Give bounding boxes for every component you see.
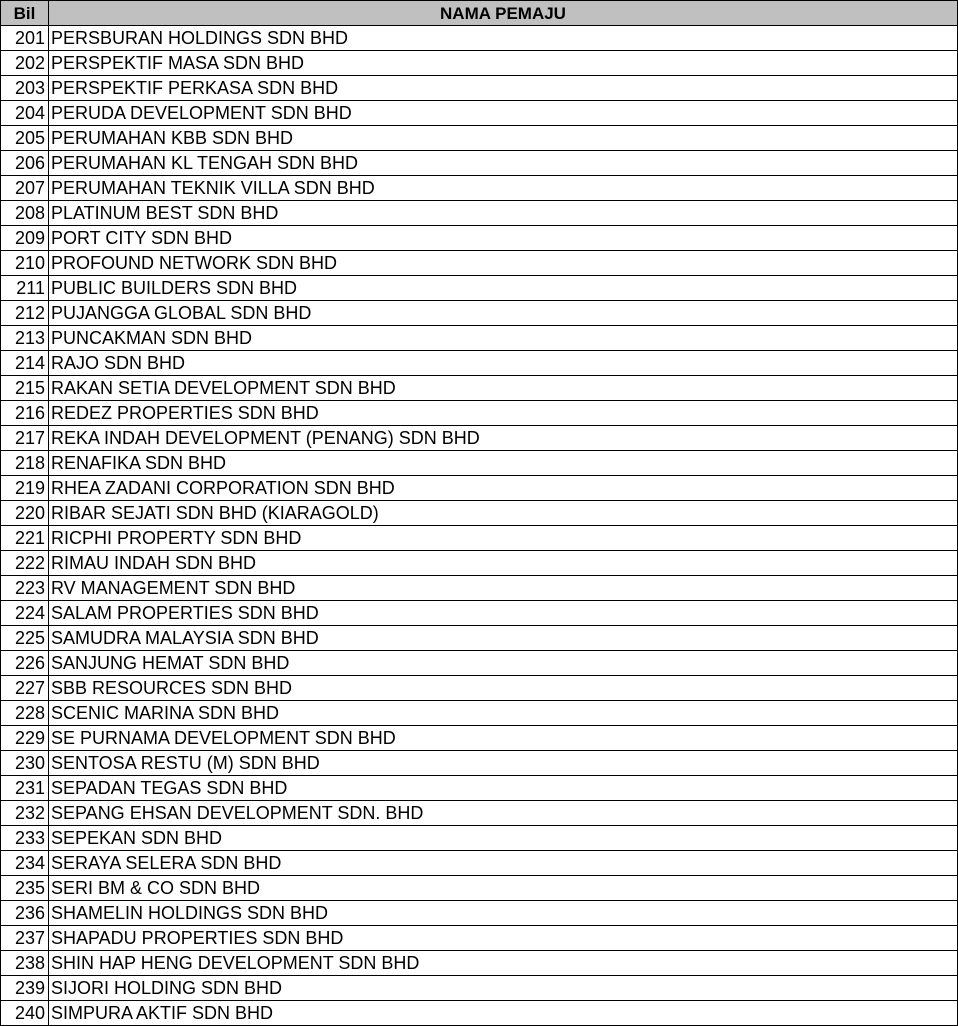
- row-number: 225: [1, 626, 49, 651]
- developer-name: SANJUNG HEMAT SDN BHD: [49, 651, 958, 676]
- developer-name: SBB RESOURCES SDN BHD: [49, 676, 958, 701]
- table-body: [1, 26, 958, 1026]
- table-row: [1, 126, 958, 151]
- developer-name: RENAFIKA SDN BHD: [49, 451, 958, 476]
- developer-name: SALAM PROPERTIES SDN BHD: [49, 601, 958, 626]
- table-row: [1, 576, 958, 601]
- table-row: [1, 751, 958, 776]
- table-row: [1, 876, 958, 901]
- table-row: [1, 376, 958, 401]
- table-row: [1, 251, 958, 276]
- row-number: 219: [1, 476, 49, 501]
- developer-name: REKA INDAH DEVELOPMENT (PENANG) SDN BHD: [49, 426, 958, 451]
- row-number: 213: [1, 326, 49, 351]
- table-row: [1, 101, 958, 126]
- row-number: 224: [1, 601, 49, 626]
- row-number: 235: [1, 876, 49, 901]
- table-row: [1, 501, 958, 526]
- developer-name: RAJO SDN BHD: [49, 351, 958, 376]
- table-row: [1, 651, 958, 676]
- table-row: [1, 926, 958, 951]
- developer-name: RICPHI PROPERTY SDN BHD: [49, 526, 958, 551]
- row-number: 206: [1, 151, 49, 176]
- table-row: [1, 476, 958, 501]
- row-number: 205: [1, 126, 49, 151]
- developer-name: REDEZ PROPERTIES SDN BHD: [49, 401, 958, 426]
- table-row: [1, 776, 958, 801]
- developer-name: PLATINUM BEST SDN BHD: [49, 201, 958, 226]
- table-row: [1, 701, 958, 726]
- row-number: 208: [1, 201, 49, 226]
- row-number: 229: [1, 726, 49, 751]
- table-row: [1, 726, 958, 751]
- row-number: 240: [1, 1001, 49, 1026]
- table-row: [1, 526, 958, 551]
- developer-name: SE PURNAMA DEVELOPMENT SDN BHD: [49, 726, 958, 751]
- table-row: [1, 851, 958, 876]
- table-row: [1, 151, 958, 176]
- row-number: 230: [1, 751, 49, 776]
- developer-name: RHEA ZADANI CORPORATION SDN BHD: [49, 476, 958, 501]
- column-header-bil: Bil: [1, 1, 49, 26]
- table-row: [1, 76, 958, 101]
- table-row: [1, 26, 958, 51]
- developer-name: RIBAR SEJATI SDN BHD (KIARAGOLD): [49, 501, 958, 526]
- developer-name: SAMUDRA MALAYSIA SDN BHD: [49, 626, 958, 651]
- row-number: 232: [1, 801, 49, 826]
- row-number: 217: [1, 426, 49, 451]
- table-row: [1, 301, 958, 326]
- developer-name: SCENIC MARINA SDN BHD: [49, 701, 958, 726]
- developer-name: SIMPURA AKTIF SDN BHD: [49, 1001, 958, 1026]
- developer-name: PERUDA DEVELOPMENT SDN BHD: [49, 101, 958, 126]
- developer-name: PERSPEKTIF MASA SDN BHD: [49, 51, 958, 76]
- developer-name: SHAPADU PROPERTIES SDN BHD: [49, 926, 958, 951]
- row-number: 220: [1, 501, 49, 526]
- developer-name: RV MANAGEMENT SDN BHD: [49, 576, 958, 601]
- row-number: 202: [1, 51, 49, 76]
- row-number: 238: [1, 951, 49, 976]
- row-number: 204: [1, 101, 49, 126]
- row-number: 237: [1, 926, 49, 951]
- table-row: [1, 626, 958, 651]
- row-number: 222: [1, 551, 49, 576]
- row-number: 210: [1, 251, 49, 276]
- table-row: [1, 351, 958, 376]
- row-number: 234: [1, 851, 49, 876]
- table-row: [1, 401, 958, 426]
- table-row: [1, 901, 958, 926]
- developer-name: SEPANG EHSAN DEVELOPMENT SDN. BHD: [49, 801, 958, 826]
- table-row: [1, 201, 958, 226]
- table-row: [1, 951, 958, 976]
- developer-name: SENTOSA RESTU (M) SDN BHD: [49, 751, 958, 776]
- row-number: 207: [1, 176, 49, 201]
- table-row: [1, 451, 958, 476]
- row-number: 227: [1, 676, 49, 701]
- table-row: [1, 426, 958, 451]
- developer-name: PERSBURAN HOLDINGS SDN BHD: [49, 26, 958, 51]
- table-row: [1, 801, 958, 826]
- developer-name: PROFOUND NETWORK SDN BHD: [49, 251, 958, 276]
- developer-name: SERI BM & CO SDN BHD: [49, 876, 958, 901]
- table-row: [1, 976, 958, 1001]
- developer-name: PERSPEKTIF PERKASA SDN BHD: [49, 76, 958, 101]
- table-row: [1, 51, 958, 76]
- row-number: 239: [1, 976, 49, 1001]
- header-row: [1, 1, 958, 26]
- developer-name: SEPEKAN SDN BHD: [49, 826, 958, 851]
- row-number: 228: [1, 701, 49, 726]
- developer-name: RIMAU INDAH SDN BHD: [49, 551, 958, 576]
- row-number: 233: [1, 826, 49, 851]
- row-number: 216: [1, 401, 49, 426]
- table-row: [1, 601, 958, 626]
- developer-name: SIJORI HOLDING SDN BHD: [49, 976, 958, 1001]
- row-number: 214: [1, 351, 49, 376]
- developer-name: SEPADAN TEGAS SDN BHD: [49, 776, 958, 801]
- table-row: [1, 326, 958, 351]
- developer-name: PUJANGGA GLOBAL SDN BHD: [49, 301, 958, 326]
- table-header: [1, 1, 958, 26]
- row-number: 211: [1, 276, 49, 301]
- row-number: 203: [1, 76, 49, 101]
- developer-name: PERUMAHAN KL TENGAH SDN BHD: [49, 151, 958, 176]
- table-row: [1, 176, 958, 201]
- developer-name: SHAMELIN HOLDINGS SDN BHD: [49, 901, 958, 926]
- developer-name: PUBLIC BUILDERS SDN BHD: [49, 276, 958, 301]
- table-row: [1, 276, 958, 301]
- column-header-name: NAMA PEMAJU: [49, 1, 958, 26]
- developer-name: PORT CITY SDN BHD: [49, 226, 958, 251]
- row-number: 201: [1, 26, 49, 51]
- row-number: 209: [1, 226, 49, 251]
- row-number: 226: [1, 651, 49, 676]
- row-number: 223: [1, 576, 49, 601]
- table-row: [1, 226, 958, 251]
- row-number: 212: [1, 301, 49, 326]
- row-number: 236: [1, 901, 49, 926]
- developer-name: PUNCAKMAN SDN BHD: [49, 326, 958, 351]
- table-row: [1, 676, 958, 701]
- table-row: [1, 826, 958, 851]
- row-number: 221: [1, 526, 49, 551]
- row-number: 215: [1, 376, 49, 401]
- table-row: [1, 1001, 958, 1026]
- developer-name: SERAYA SELERA SDN BHD: [49, 851, 958, 876]
- developer-name: SHIN HAP HENG DEVELOPMENT SDN BHD: [49, 951, 958, 976]
- row-number: 231: [1, 776, 49, 801]
- developer-name: RAKAN SETIA DEVELOPMENT SDN BHD: [49, 376, 958, 401]
- developer-name: PERUMAHAN KBB SDN BHD: [49, 126, 958, 151]
- row-number: 218: [1, 451, 49, 476]
- developer-name: PERUMAHAN TEKNIK VILLA SDN BHD: [49, 176, 958, 201]
- table-row: [1, 551, 958, 576]
